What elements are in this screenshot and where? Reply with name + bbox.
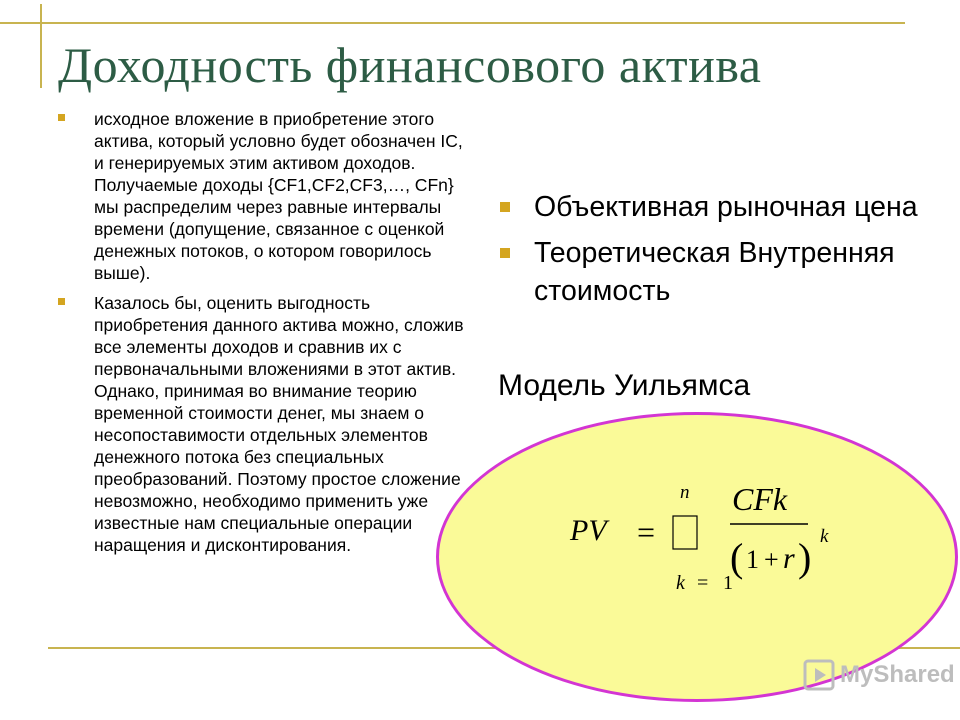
left-bullet-item	[58, 108, 470, 284]
left-bullet-text: Казалось бы, оценить выгодность приобретения данного актива можно, сложив все элементы доходов и сравнив их с первоначальными вложениями в этот актив. Однако, принимая во внимание теорию временной стоимости денег, мы знаем о несопоставимости отдельных элементов денежного потока без специальных преобразований. Поэтому простое сложение невозможно, необходимо применить уже известные нам специальные операции наращения и дисконтирования.	[94, 293, 464, 555]
square-bullet-icon	[500, 202, 510, 212]
left-bullet-item	[58, 292, 470, 556]
play-icon	[802, 658, 836, 692]
right-bullet-item	[498, 234, 938, 310]
right-bullet-text: Теоретическая Внутренняя стоимость	[534, 237, 895, 307]
formula-paren-open: (	[730, 535, 744, 580]
square-bullet-icon	[58, 298, 65, 305]
formula-exponent: k	[820, 526, 829, 547]
formula-paren-close: )	[798, 535, 812, 580]
formula-numerator: CFk	[732, 481, 788, 517]
right-bullet-item	[498, 188, 938, 226]
formula-lhs: PV	[570, 514, 607, 547]
right-bullet-list	[498, 188, 938, 318]
formula-equals: =	[637, 514, 656, 550]
left-bullet-text: исходное вложение в приобретение этого актива, который условно будет обозначен IC, и генерируемых этим активом доходов. Получаемые доходы {CF1,CF2,CF3,…, CFn} мы распределим через равные интервалы времени (допущение, связанное с оценкой денежных потоков, о котором говорилось выше).	[94, 109, 463, 283]
formula-lower-val: 1	[723, 572, 733, 594]
right-bullet-text: Объективная рыночная цена	[534, 191, 918, 223]
watermark	[802, 655, 955, 695]
square-bullet-icon	[58, 114, 65, 121]
formula-lower-eq: =	[697, 572, 709, 594]
model-label: Модель Уильямса	[498, 369, 751, 402]
formula-lower-var: k	[676, 572, 685, 594]
square-bullet-icon	[500, 248, 510, 258]
formula-denom-plus: +	[764, 545, 779, 574]
watermark-text: MyShared	[840, 661, 955, 688]
formula-upper-limit: n	[680, 482, 690, 503]
left-rule	[40, 4, 42, 88]
formula-denom-one: 1	[746, 545, 759, 574]
left-bullet-list	[58, 108, 470, 564]
formula-denom-r: r	[783, 542, 795, 575]
top-rule	[0, 22, 905, 24]
slide-title: Доходность финансового актива	[58, 37, 762, 93]
